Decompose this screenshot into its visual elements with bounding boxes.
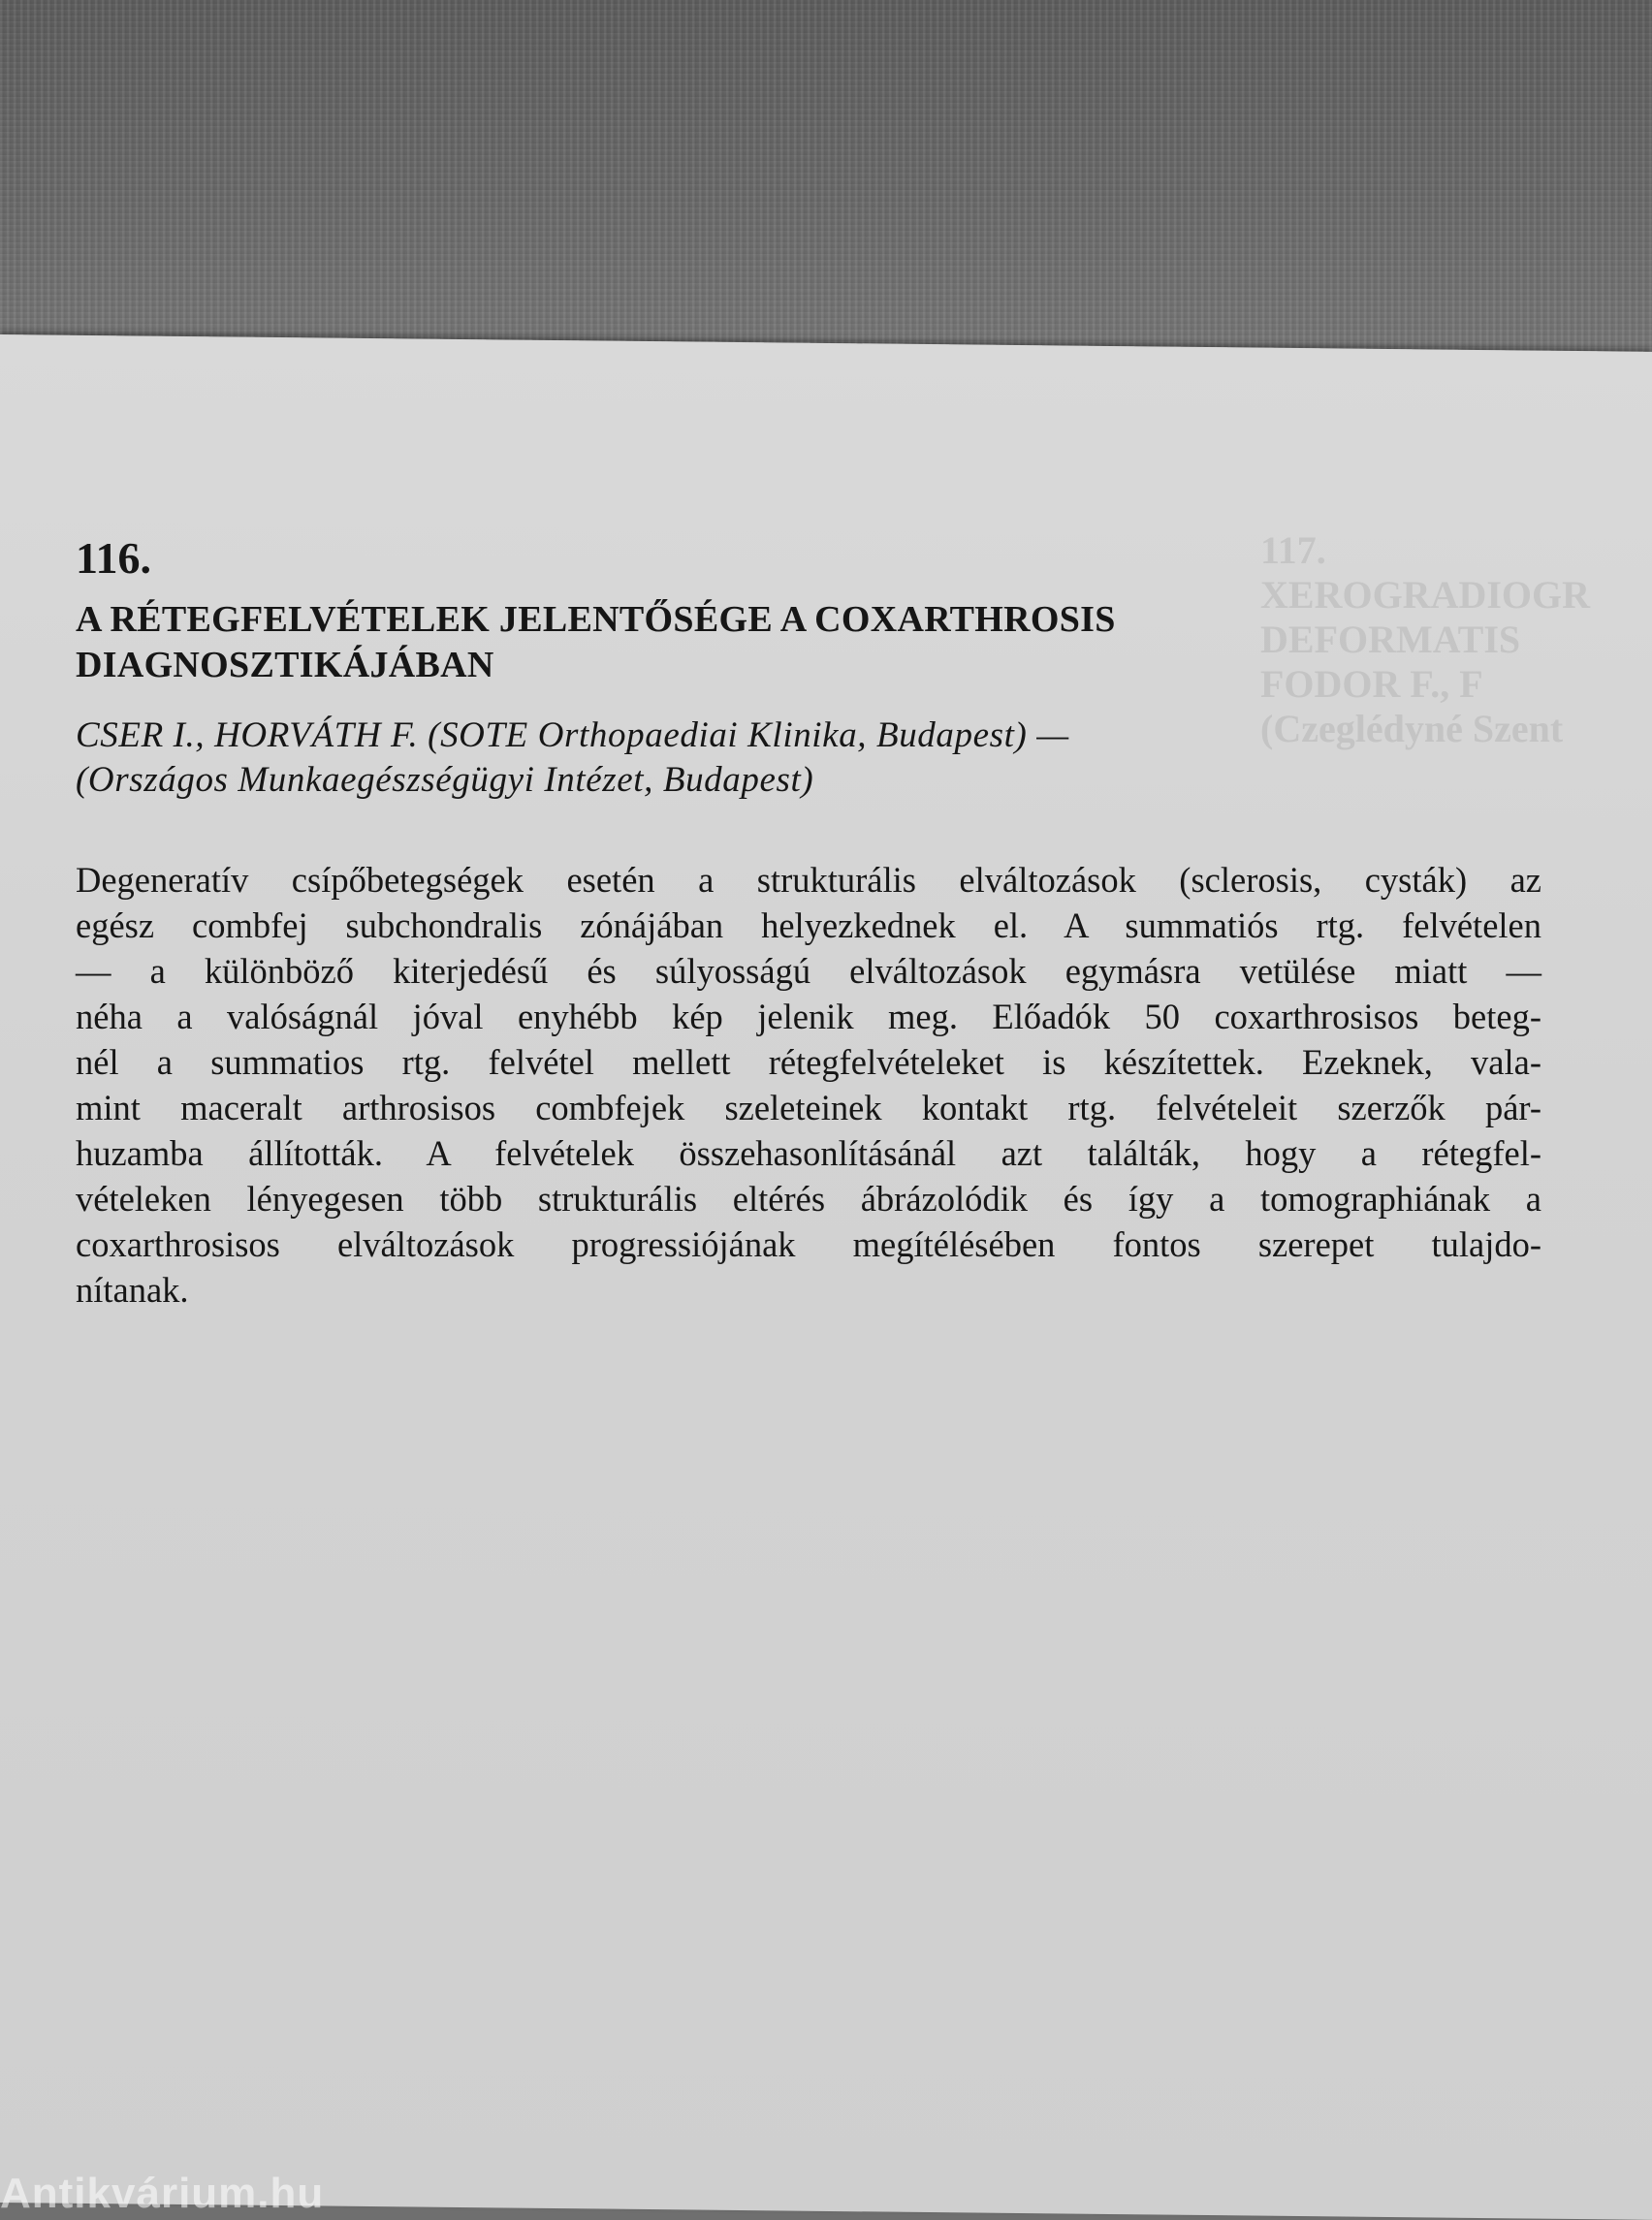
body-line: — a különböző kiterjedésű és súlyosságú elváltozások egymásra vetülése miatt — xyxy=(76,951,1541,991)
book-page xyxy=(0,334,1652,2220)
article xyxy=(76,533,1541,1313)
watermark: Antikvárium.hu xyxy=(0,2170,325,2217)
article-title-line: A RÉTEGFELVÉTELEK JELENTŐSÉGE A COXARTHROSIS xyxy=(76,599,1116,640)
dark-background xyxy=(0,0,1652,388)
ghost-line: FODOR F., F xyxy=(1260,662,1483,706)
article-body xyxy=(76,857,1541,1313)
body-line: néha a valóságnál jóval enyhébb kép jelenik meg. Előadók 50 coxarthrosisos beteg- xyxy=(76,997,1541,1036)
article-authors xyxy=(76,714,1541,803)
article-title-line: DIAGNOSZTIKÁJÁBAN xyxy=(76,645,494,685)
ghost-line: 117. xyxy=(1260,528,1326,572)
body-line: nítanak. xyxy=(76,1270,189,1310)
body-line: vételeken lényegesen több strukturális eltérés ábrázolódik és így a tomographiának a xyxy=(76,1179,1541,1219)
authors-line: (Országos Munkaegészségügyi Intézet, Budapest) xyxy=(76,760,814,800)
body-line: Degeneratív csípőbetegségek esetén a strukturális elváltozások (sclerosis, cysták) az xyxy=(76,860,1541,900)
body-line: egész combfej subchondralis zónájában helyezkednek el. A summatiós rtg. felvételen xyxy=(76,905,1541,945)
body-line: coxarthrosisos elváltozások progressiójának megítélésében fontos szerepet tulajdo- xyxy=(76,1224,1541,1264)
authors-line: CSER I., HORVÁTH F. (SOTE Orthopaediai Klinika, Budapest) — xyxy=(76,715,1069,755)
ghost-line: (Czeglédyné Szent xyxy=(1260,707,1564,750)
body-line: huzamba állították. A felvételek összehasonlításánál azt találták, hogy a rétegfel- xyxy=(76,1133,1541,1173)
body-line: mint maceralt arthrosisos combfejek szeleteinek kontakt rtg. felvételeit szerzők pár- xyxy=(76,1088,1541,1127)
body-line: nél a summatios rtg. felvétel mellett rétegfelvételeket is készítettek. Ezeknek, vala- xyxy=(76,1042,1541,1082)
article-number: 116. xyxy=(76,533,151,583)
article-title xyxy=(76,597,1541,688)
ghost-line: XEROGRADIOGR xyxy=(1260,573,1591,617)
ghost-line: DEFORMATIS xyxy=(1260,618,1521,661)
